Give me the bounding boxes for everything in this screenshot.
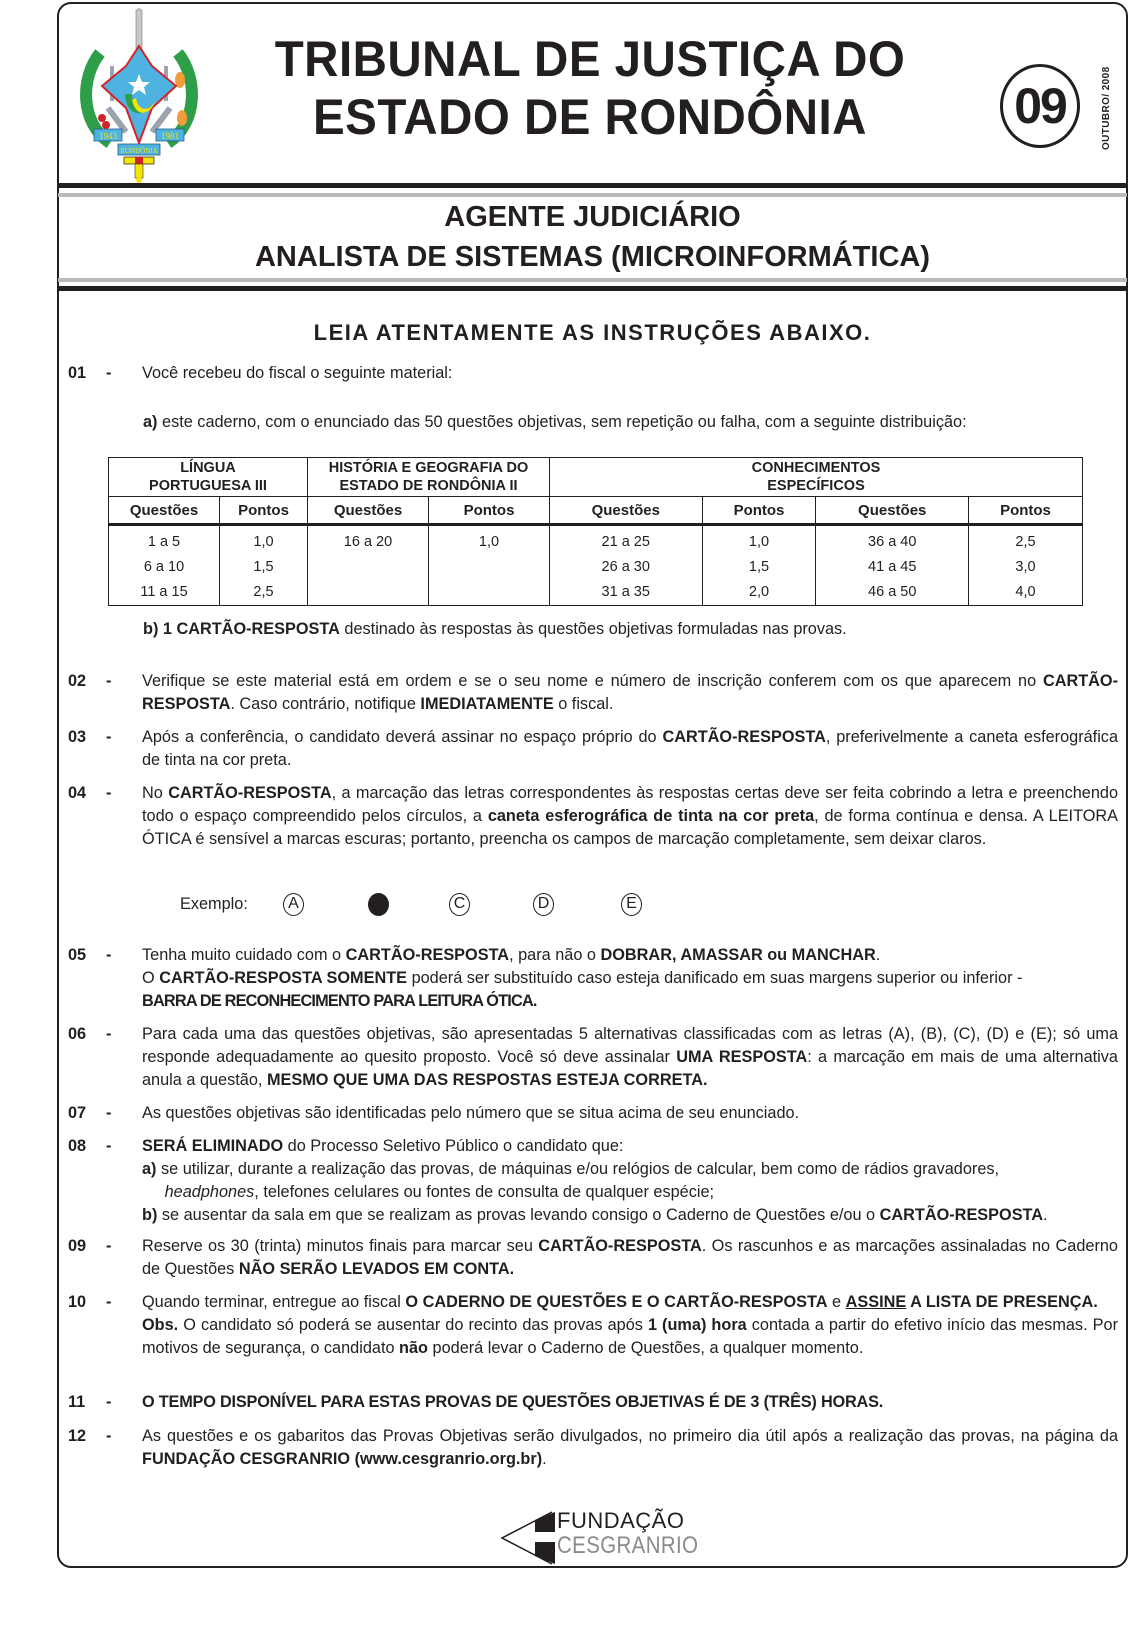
- item-dash: -: [106, 1025, 112, 1043]
- item-dash: -: [106, 1293, 112, 1311]
- item-dash: -: [106, 1427, 112, 1445]
- item-number: 08: [68, 1137, 87, 1155]
- item-number: 01: [68, 364, 87, 382]
- item-text: Reserve os 30 (trinta) minutos finais para marcar seu CARTÃO-RESPOSTA. Os rascunhos e as marcações assinaladas no Caderno de Questões NÃO SERÃO LEVADOS EM CONTA.: [142, 1237, 1118, 1278]
- example-bubble-b-filled: [368, 893, 389, 916]
- distribution-table: [108, 457, 1083, 606]
- example-label: Exemplo:: [180, 895, 248, 913]
- exam-date: OUTUBRO/ 2008: [1101, 66, 1112, 150]
- item-number: 09: [68, 1237, 87, 1255]
- item-text: No CARTÃO-RESPOSTA, a marcação das letras correspondentes às respostas certas deve ser feita cobrindo a letra e preenchendo todo o espaço compreendido pelos círculos, a caneta esferográfica de tinta na cor preta, de forma contínua e densa. A LEITORA ÓTICA é sensível a marcas escuras; portanto, preencha os campos de marcação completamente, sem deixar claros.: [142, 784, 1119, 848]
- title-line-1: TRIBUNAL DE JUSTIÇA DO: [274, 31, 906, 87]
- item-text: As questões e os gabaritos das Provas Objetivas serão divulgados, no primeiro dia útil após a realização das provas, na página da FUNDAÇÃO CESGRANRIO (www.cesgranrio.org.br).: [142, 1427, 1118, 1468]
- item-text: Para cada uma das questões objetivas, são apresentadas 5 alternativas classificadas com as letras (A), (B), (C), (D) e (E); só uma responde adequadamente ao quesito proposto. Você só deve assinalar UMA RESPOSTA: a marcação em mais de uma alternativa anula a questão, MESMO QUE UMA DAS RESPOSTAS ESTEJA CORRETA.: [142, 1025, 1118, 1089]
- item-number: 03: [68, 728, 87, 746]
- booklet-number-badge: 09: [1000, 64, 1080, 148]
- example-bubble-c: C: [449, 893, 470, 916]
- item-number: 04: [68, 784, 87, 802]
- position-title-line-2: ANALISTA DE SISTEMAS (MICROINFORMÁTICA): [254, 241, 930, 273]
- item-text: Quando terminar, entregue ao fiscal O CADERNO DE QUESTÕES E O CARTÃO-RESPOSTA e ASSINE A LISTA DE PRESENÇA. Obs. O candidato só poderá se ausentar do recinto das provas após 1 (uma) hora contada a partir do efetivo início das mesmas. Por motivos de segurança, o candidato não poderá levar o Caderno de Questões, a qualquer momento.: [142, 1293, 1118, 1357]
- col-header: Questões: [816, 497, 969, 525]
- example-bubble-d: D: [533, 893, 554, 916]
- title-line-2: ESTADO DE RONDÔNIA: [313, 89, 867, 145]
- item-dash: -: [106, 728, 112, 746]
- item01-sub-a: [143, 413, 967, 432]
- col-header: Questões: [308, 497, 429, 525]
- emblem-year-left: 1943: [99, 131, 117, 141]
- divider-black-top: [58, 183, 1127, 188]
- item-dash: -: [106, 672, 112, 690]
- divider-grey-top: [58, 193, 1127, 197]
- sub-b-text: destinado às respostas às questões objetivas formuladas nas provas.: [339, 620, 847, 638]
- item-number: 10: [68, 1293, 87, 1311]
- instructions-heading: LEIA ATENTAMENTE AS INSTRUÇÕES ABAIXO.: [313, 320, 872, 345]
- table-cell-pontos: 1,0 1,5 2,5: [220, 525, 308, 606]
- item-text: O TEMPO DISPONÍVEL PARA ESTAS PROVAS DE QUESTÕES OBJETIVAS É DE 3 (TRÊS) HORAS.: [142, 1393, 884, 1411]
- item-dash: -: [106, 1393, 112, 1411]
- divider-black-bottom: [58, 286, 1127, 291]
- group-header-historia: HISTÓRIA E GEOGRAFIA DO ESTADO DE RONDÔNIA II: [308, 458, 550, 497]
- col-header: Questões: [550, 497, 703, 525]
- item-number: 11: [68, 1393, 86, 1411]
- sub-b-label: b) 1 CARTÃO-RESPOSTA: [143, 620, 340, 638]
- item01-sub-b: [143, 620, 847, 639]
- table-row: [109, 525, 1083, 606]
- item-text: Após a conferência, o candidato deverá assinar no espaço próprio do CARTÃO-RESPOSTA, preferivelmente a caneta esferográfica de tinta na cor preta.: [142, 728, 1119, 769]
- item-dash: -: [106, 784, 112, 802]
- rondonia-coat-of-arms-icon: [80, 8, 198, 183]
- divider-grey-bottom: [58, 278, 1127, 282]
- table-cell-pontos: 2,5 3,0 4,0: [968, 525, 1082, 606]
- position-title-line-1: AGENTE JUDICIÁRIO: [444, 201, 741, 233]
- group-header-especificos: CONHECIMENTOS ESPECÍFICOS: [550, 458, 1083, 497]
- item-dash: -: [106, 1104, 112, 1122]
- logo-text-fundacao: FUNDAÇÃO: [557, 1508, 685, 1533]
- table-cell-pontos: 1,0: [429, 525, 550, 606]
- col-header: Questões: [109, 497, 220, 525]
- item-text: As questões objetivas são identificadas pelo número que se situa acima de seu enunciado.: [142, 1104, 800, 1122]
- col-header: Pontos: [702, 497, 816, 525]
- col-header: Pontos: [220, 497, 308, 525]
- group-header-portugues: LÍNGUA PORTUGUESA III: [109, 458, 308, 497]
- item-number: 05: [68, 946, 87, 964]
- item-dash: -: [106, 946, 112, 964]
- sub-a-label: a): [143, 413, 158, 431]
- sub-a-text: este caderno, com o enunciado das 50 questões objetivas, sem repetição ou falha, com a seguinte distribuição:: [157, 413, 967, 431]
- item-dash: -: [106, 1137, 112, 1155]
- table-cell-questoes: 1 a 5 6 a 10 11 a 15: [109, 525, 220, 606]
- emblem-year-right: 1981: [161, 131, 179, 141]
- item-text: SERÁ ELIMINADO do Processo Seletivo Público o candidato que: a) se utilizar, durante a realização das provas, de máquinas e/ou relógios de calcular, bem como de rádios gravadores, headphones, telefones celulares ou fontes de consulta de qualquer espécie; b) se ausentar da sala em que se realizam as provas levando consigo o Caderno de Questões e/ou o CARTÃO-RESPOSTA.: [142, 1137, 1048, 1224]
- item-text: Tenha muito cuidado com o CARTÃO-RESPOSTA, para não o DOBRAR, AMASSAR ou MANCHAR. O CARTÃO-RESPOSTA SOMENTE poderá ser substituído caso esteja danificado em suas margens superior ou inferior - BARRA DE RECONHECIMENTO PARA LEITURA ÓTICA.: [142, 946, 1023, 1010]
- item-dash: -: [106, 364, 112, 382]
- table-cell-questoes: 21 a 25 26 a 30 31 a 35: [550, 525, 703, 606]
- emblem-banner: RONDÔNIA: [120, 147, 158, 155]
- table-cell-pontos: 1,0 1,5 2,0: [702, 525, 816, 606]
- table-cell-questoes: 16 a 20: [308, 525, 429, 606]
- item-number: 07: [68, 1104, 87, 1122]
- court-title: [220, 30, 961, 146]
- item-number: 06: [68, 1025, 87, 1043]
- col-header: Pontos: [429, 497, 550, 525]
- item-dash: -: [106, 1237, 112, 1255]
- item-number: 12: [68, 1427, 87, 1445]
- example-bubble-a: A: [283, 893, 304, 916]
- item-text: Você recebeu do fiscal o seguinte material:: [142, 364, 453, 382]
- col-header: Pontos: [968, 497, 1082, 525]
- item-text: Verifique se este material está em ordem e se o seu nome e número de inscrição conferem com os que aparecem no CARTÃO-RESPOSTA. Caso contrário, notifique IMEDIATAMENTE o fiscal.: [142, 672, 1118, 713]
- table-cell-questoes: 36 a 40 41 a 45 46 a 50: [816, 525, 969, 606]
- logo-text-cesgranrio: CESGRANRIO: [557, 1532, 699, 1559]
- item-number: 02: [68, 672, 87, 690]
- example-bubble-e: E: [621, 893, 642, 916]
